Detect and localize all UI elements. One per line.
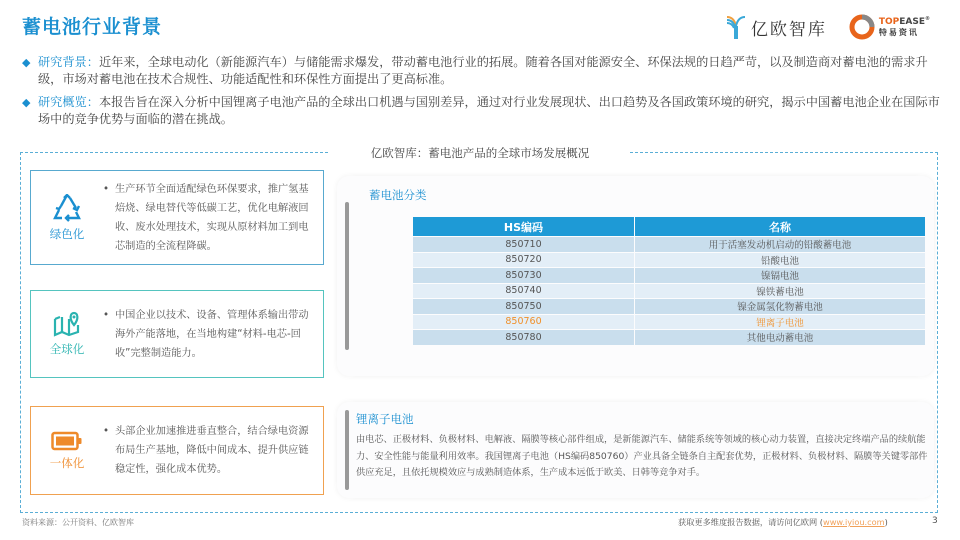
topease-ease: EASE xyxy=(899,17,925,27)
topease-logo: TOPEASE® 特易资讯 xyxy=(849,14,930,40)
bullet-dot: • xyxy=(103,183,110,195)
table-row: 850710 用于活塞发动机启动的铅酸蓄电池 xyxy=(413,237,925,252)
topease-top: TOP xyxy=(878,17,900,27)
table-row: 850730 镍镉电池 xyxy=(413,268,925,283)
bullet-text: 近年来，全球电动化（新能源汽车）与储能需求爆发，带动蓄电池行业的拓展。随着各国对能源安全、环保法规的日趋严苛，以及制造商对蓄电池的需求升级，市场对蓄电池在技术合规性、功能适配性和环保性方面提出了更高标准。 xyxy=(38,55,928,86)
feature-card-global xyxy=(30,290,324,378)
table-row: 850780 其他电动蓄电池 xyxy=(413,330,925,345)
logos xyxy=(725,14,930,40)
yiou-y-logo-icon xyxy=(725,14,747,40)
column-header-name: 名称 xyxy=(635,217,925,236)
bullet-label: 研究背景： xyxy=(38,55,99,69)
yiou-logo xyxy=(725,14,827,40)
source-note: 资料来源：公开资料、亿欧智库 xyxy=(22,518,134,527)
feature-text: 头部企业加速推进垂直整合，结合绿电资源布局生产基地，降低中间成本、提升供应链稳定性，强化成本优势。 xyxy=(115,426,309,475)
classification-panel xyxy=(337,176,934,376)
feature-text: 中国企业以技术、设备、管理体系输出带动海外产能落地，在当地构建“材料-电芯-回收”完整制造能力。 xyxy=(115,309,309,359)
table-row: 850740 镍铁蓄电池 xyxy=(413,284,925,299)
page-number: 3 xyxy=(932,516,938,526)
lithium-text: 由电芯、正极材料、负极材料、电解液、隔膜等核心部件组成，是新能源汽车、储能系统等领域的核心动力装置，直接决定终端产品的续航能力、安全性能与能量利用效率。我国锂离子电池（HS编码850760）产业具备全链条自主配套优势，正极材料、负极材料、隔膜等关键零部件供应充足，且依托规模效应与成熟制造体系，生产成本远低于欧美、日韩等竞争对手。 xyxy=(356,434,928,478)
feature-text: 生产环节全面适配绿色环保要求，推广氢基焙烧、绿电替代等低碳工艺，优化电解液回收、废水处理技术，实现从原材料加工到电芯制造的全流程降碳。 xyxy=(115,183,309,252)
website-link[interactable]: www.iyiou.com xyxy=(823,517,885,527)
feature-label: 绿色化 xyxy=(49,226,85,241)
bullet-overview xyxy=(22,94,942,128)
recycle-icon xyxy=(52,194,82,222)
bullet-dot: • xyxy=(103,426,110,437)
bullet-text: 本报告旨在深入分析中国锂离子电池产品的全球出口机遇与国别差异，通过对行业发展现状、出口趋势及各国政策环境的研究，揭示中国蓄电池企业在国际市场中的竞争优势与面临的潜在挑战。 xyxy=(38,95,940,126)
feature-label: 全球化 xyxy=(49,342,85,356)
table-row: 850750 镍金属氢化物蓄电池 xyxy=(413,299,925,314)
diamond-icon: ◆ xyxy=(22,96,31,109)
diamond-icon: ◆ xyxy=(22,56,31,69)
accent-bar xyxy=(345,410,349,490)
footer-more: 获取更多维度报告数据，请访问亿欧网 (www.iyiou.com) xyxy=(678,517,888,527)
bullet-background xyxy=(22,54,942,88)
classification-heading: 蓄电池分类 xyxy=(369,188,427,202)
table-row-highlighted: 850760 锂离子电池 xyxy=(413,315,925,330)
column-header-hs-code: HS编码 xyxy=(413,217,634,236)
feature-label: 一体化 xyxy=(49,455,85,470)
map-pin-icon xyxy=(52,311,82,337)
topease-ring-logo-icon xyxy=(849,14,875,40)
page-title: 蓄电池行业背景 xyxy=(22,16,163,38)
lithium-panel xyxy=(337,402,934,498)
bullet-label: 研究概览： xyxy=(38,95,99,109)
feature-card-integration xyxy=(30,406,324,495)
frame-title: 亿欧智库：蓄电池产品的全球市场发展概况 xyxy=(330,143,630,163)
hs-code-table xyxy=(412,216,926,346)
topease-cn: 特易资讯 xyxy=(878,28,919,37)
table-row: 850720 铅酸电池 xyxy=(413,253,925,268)
battery-icon xyxy=(51,431,83,451)
yiou-logo-text: 亿欧智库 xyxy=(750,19,827,40)
lithium-heading: 锂离子电池 xyxy=(356,412,414,426)
bullet-dot: • xyxy=(103,309,110,321)
accent-bar xyxy=(345,202,349,350)
intro-bullets xyxy=(22,54,942,134)
feature-card-green xyxy=(30,170,324,265)
